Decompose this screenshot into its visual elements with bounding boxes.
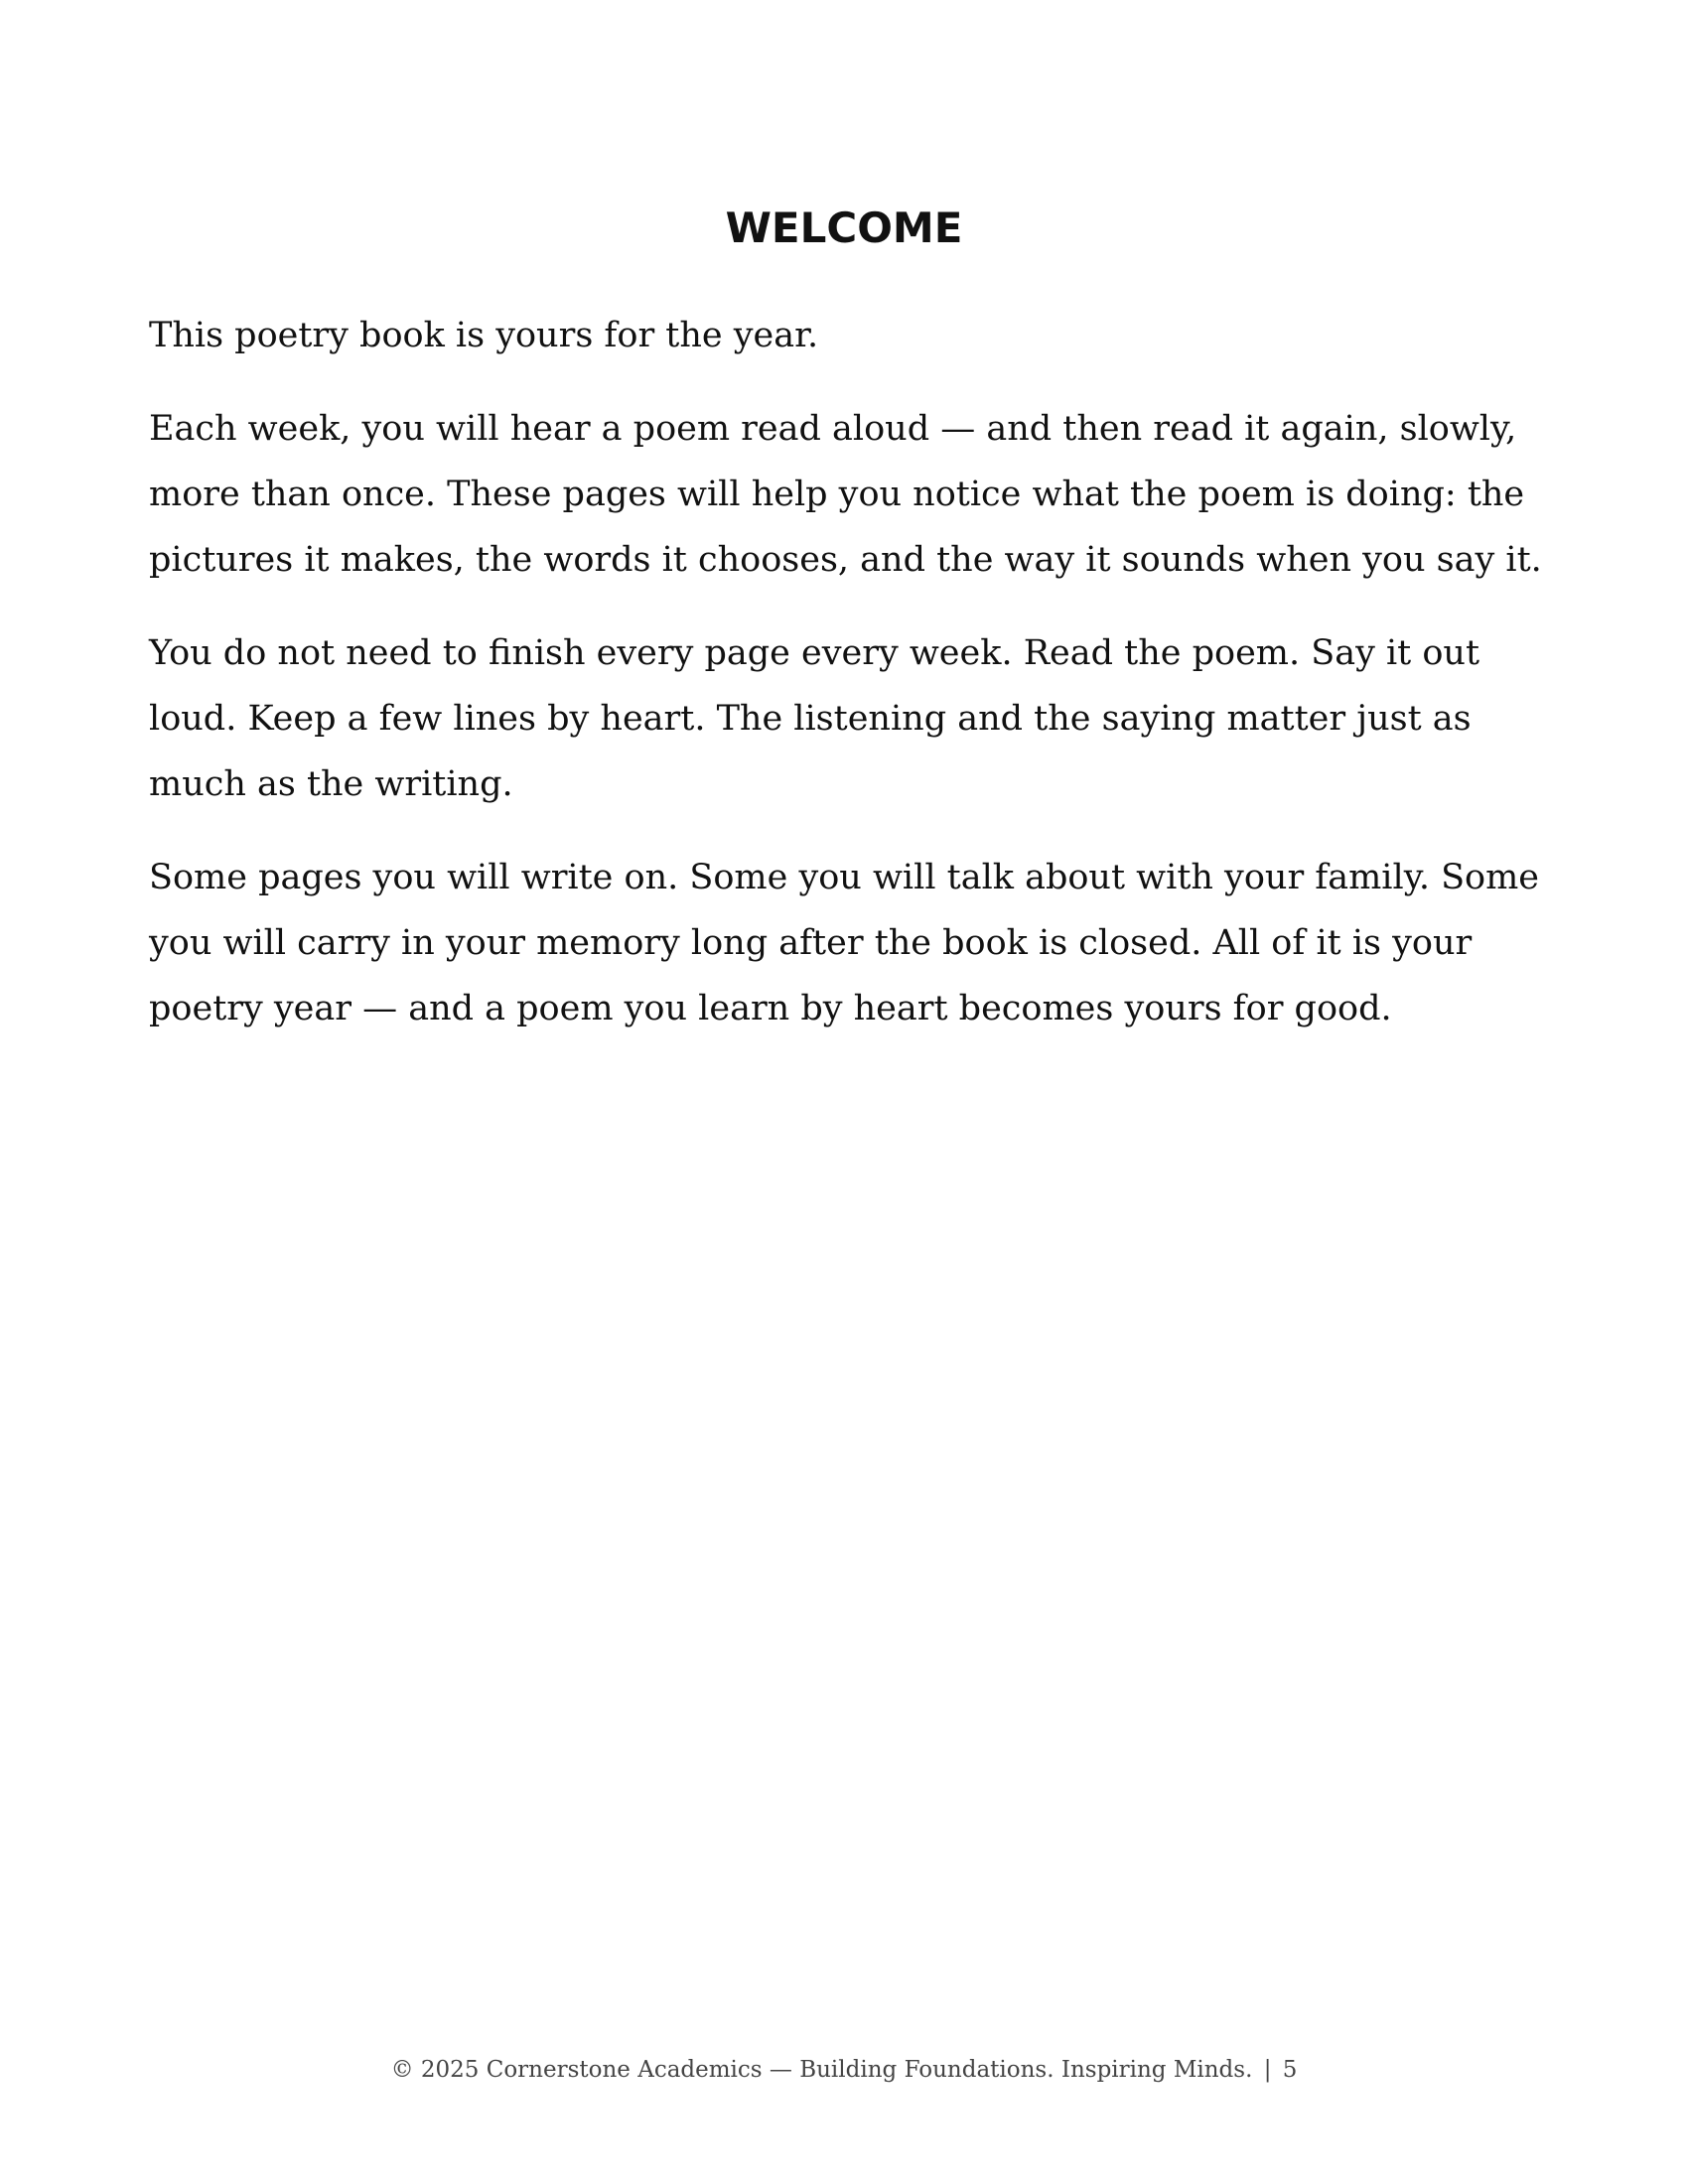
paragraph-closing: Some pages you will write on. Some you will talk about with your family. Some you will carry in your memory long after the book is closed. All of it is your poetry year — and a poem you learn by heart becomes yours for good. (149, 858, 1540, 1028)
page-number: 5 (1282, 2057, 1298, 2083)
paragraph-intro: This poetry book is yours for the year. (149, 316, 819, 355)
page-footer (0, 2053, 1688, 2087)
footer-copyright: © 2025 Cornerstone Academics — Building Foundations. Inspiring Minds. (390, 2057, 1253, 2083)
body-text (149, 303, 1549, 1069)
footer-separator: | (1263, 2057, 1272, 2083)
paragraph-pacing: You do not need to finish every page every week. Read the poem. Say it out loud. Keep a few lines by heart. The listening and the saying matter just as much as the writing. (149, 633, 1480, 804)
paragraph-weekly-reading: Each week, you will hear a poem read aloud — and then read it again, slowly, more than once. These pages will help you notice what the poem is doing: the pictures it makes, the words it chooses, and the way it sounds when you say it. (149, 409, 1542, 580)
page-title: WELCOME (725, 204, 963, 252)
